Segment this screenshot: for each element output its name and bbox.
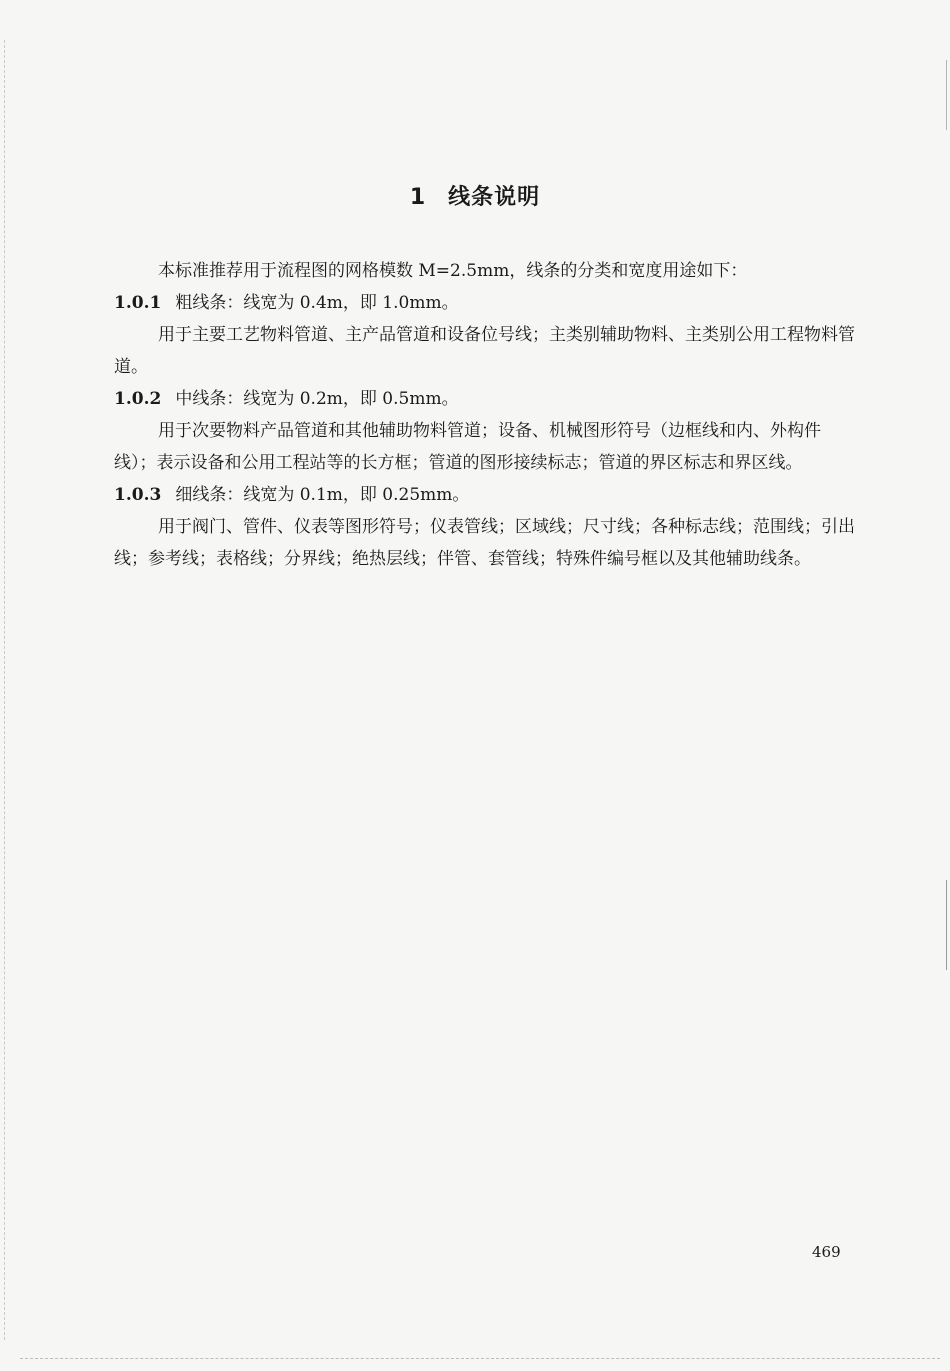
intro-paragraph: 本标准推荐用于流程图的网格模数 M=2.5mm，线条的分类和宽度用途如下： bbox=[158, 261, 748, 281]
clause-title: 粗线条：线宽为 0.4m，即 1.0mm。 bbox=[175, 293, 459, 313]
scan-edge-right bbox=[946, 880, 947, 970]
section-title: 线条说明 bbox=[448, 185, 541, 210]
clause-3-text: 用于阀门、管件、仪表等图形符号；仪表管线；区域线；尺寸线；各种标志线；范围线；引出线；参考线；表格线；分界线；绝热层线；伴管、套管线；特殊件编号框以及其他辅助线条。 bbox=[114, 517, 855, 569]
clause-2-heading bbox=[114, 383, 862, 415]
clause-number: 1.0.3 bbox=[114, 485, 162, 505]
clause-title: 中线条：线宽为 0.2m，即 0.5mm。 bbox=[175, 389, 459, 409]
clause-2-text: 用于次要物料产品管道和其他辅助物料管道；设备、机械图形符号（边框线和内、外构件线）；表示设备和公用工程站等的长方框；管道的图形接续标志；管道的界区标志和界区线。 bbox=[114, 421, 821, 473]
clause-title: 细线条：线宽为 0.1m，即 0.25mm。 bbox=[175, 485, 470, 505]
clause-3-heading bbox=[114, 479, 862, 511]
section-number: 1 bbox=[409, 185, 427, 210]
scan-edge-bottom bbox=[20, 1358, 940, 1360]
clause-number: 1.0.1 bbox=[114, 293, 162, 313]
clause-1-text: 用于主要工艺物料管道、主产品管道和设备位号线；主类别辅助物料、主类别公用工程物料管道。 bbox=[114, 325, 855, 377]
section-body bbox=[114, 255, 862, 575]
clause-1-heading bbox=[114, 287, 862, 319]
clause-number: 1.0.2 bbox=[114, 389, 162, 409]
scan-edge-left bbox=[4, 40, 6, 1340]
page-number: 469 bbox=[812, 1243, 841, 1261]
section-heading bbox=[0, 180, 950, 211]
scan-edge-right-top bbox=[946, 60, 947, 130]
